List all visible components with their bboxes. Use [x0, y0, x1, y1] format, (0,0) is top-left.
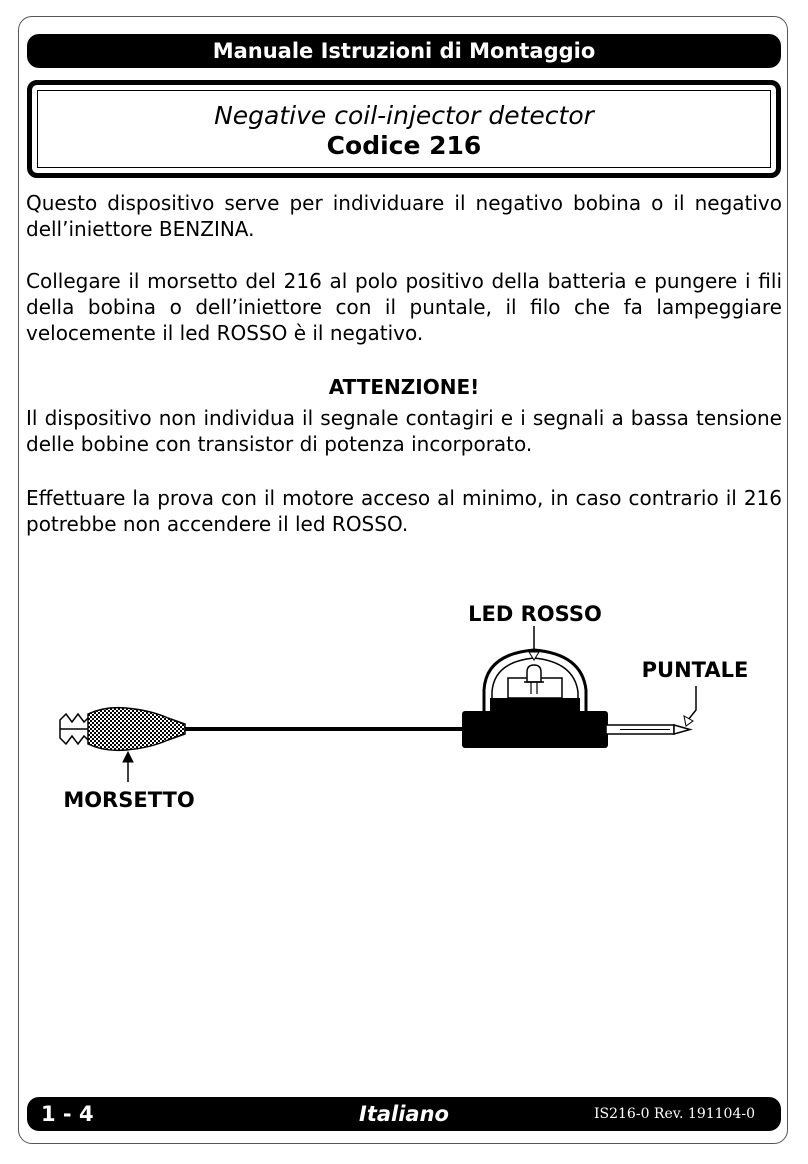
page-number: 1 - 4 [41, 1102, 94, 1126]
clip-arrow-icon [123, 752, 133, 782]
page-frame [18, 16, 788, 1144]
title-box-inner [37, 90, 771, 168]
document-subtitle: Negative coil-injector detector [214, 101, 594, 130]
revision-code: IS216-0 Rev. 191104-0 [594, 1106, 755, 1122]
warning-title: ATTENZIONE! [328, 375, 480, 399]
paragraph-connection: Collegare il morsetto del 216 al polo positivo della batteria e pungere i fili della bobina o dell’iniettore con il puntale, il filo che fa lampeggiare velocemente il led ROSSO è il negativo. [26, 269, 782, 345]
title-box [27, 80, 781, 178]
alligator-clip-icon [60, 708, 185, 751]
probe-label: PUNTALE [641, 658, 749, 682]
paragraph-test: Effettuare la prova con il motore acceso al minimo, in caso contrario il 216 potrebbe non accendere il led ROSSO. [26, 486, 782, 536]
footer-bar [27, 1097, 781, 1131]
paragraph-limitation: Il dispositivo non individua il segnale contagiri e i segnali a bassa tensione delle bobine con transistor di potenza incorporato. [26, 406, 782, 456]
led-label: LED ROSSO [468, 602, 602, 626]
footer-language: Italiano [359, 1102, 449, 1126]
paragraph-purpose: Questo dispositivo serve per individuare il negativo bobina o il negativo dell’iniettore BENZINA. [26, 191, 782, 241]
device-diagram [0, 590, 808, 830]
header-bar [27, 34, 781, 68]
product-code: Codice 216 [326, 131, 482, 160]
probe-arrow-icon [684, 686, 696, 726]
probe-tip-icon [606, 725, 690, 734]
clip-label: MORSETTO [63, 788, 195, 812]
led-arrow-icon [529, 626, 539, 660]
header-title: Manuale Istruzioni di Montaggio [212, 39, 596, 63]
